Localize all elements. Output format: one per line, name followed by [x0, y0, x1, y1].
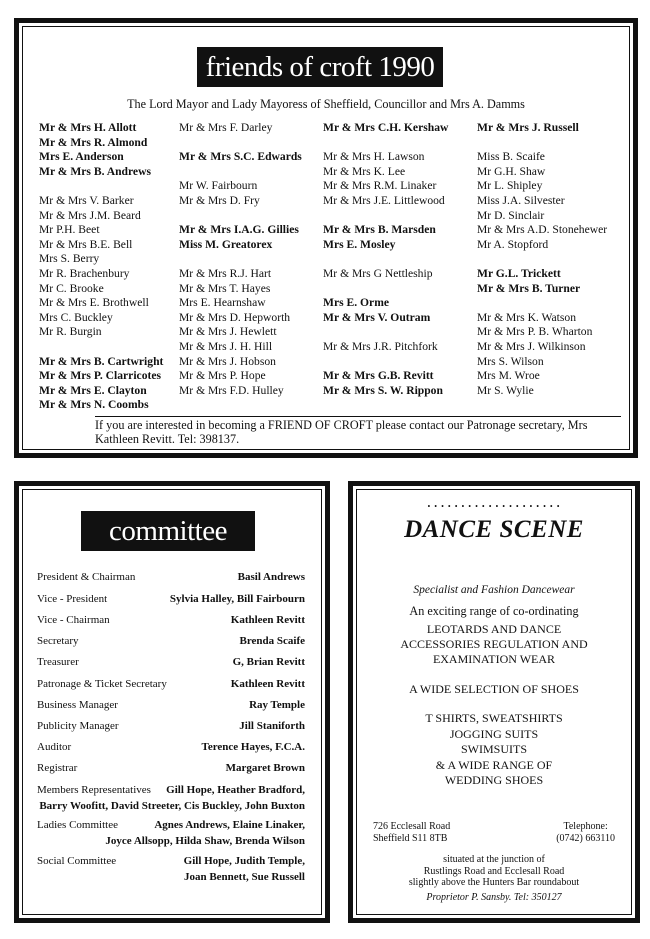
friend-name: Mrs C. Buckley	[39, 310, 113, 324]
leotards-line: EXAMINATION WEAR	[432, 652, 556, 666]
friend-name: Mr & Mrs B. Marsden	[323, 223, 436, 237]
friend-name: Mr & Mrs P. Clarricotes	[39, 369, 162, 383]
spacer	[179, 252, 302, 267]
friend-name: Mr & Mrs J. Hobson	[179, 354, 276, 368]
committee-member: Joyce Allsopp, Hilda Shaw, Brenda Wilson	[105, 834, 305, 847]
friend-name: Miss J.A. Silvester	[477, 193, 565, 207]
friend-name: Mrs E. Orme	[323, 296, 389, 310]
friend-name: Mrs S. Wilson	[477, 354, 544, 368]
friend-name: Mrs M. Wroe	[477, 369, 540, 383]
friend-name: Mr & Mrs B. Cartwright	[39, 354, 164, 368]
friend-name: Mr P.H. Beet	[39, 223, 100, 237]
friend-name: Mr L. Shipley	[477, 179, 543, 193]
dance-inner-border	[356, 489, 632, 915]
committee-role: Social Committee	[37, 855, 117, 867]
committee-member: Agnes Andrews, Elaine Linaker,	[154, 819, 305, 831]
spacer	[39, 340, 163, 355]
dance-shirts-block	[353, 711, 635, 789]
friend-name: Mrs S. Berry	[39, 252, 100, 266]
shirts-line: T SHIRTS, SWEATSHIRTS	[425, 711, 563, 725]
committee-member: Jill Staniforth	[239, 720, 305, 732]
committee-role: President & Chairman	[37, 571, 136, 583]
friend-name: Mr & Mrs P. B. Wharton	[477, 325, 593, 339]
committee-member: Sylvia Halley, Bill Fairbourn	[169, 593, 305, 605]
location-line: slightly above the Hunters Bar roundabout	[408, 877, 580, 888]
friend-name: Mr & Mrs B. Turner	[477, 281, 581, 295]
address-line: Sheffield S11 8TB	[373, 833, 448, 844]
telephone-label: Telephone:	[563, 821, 608, 832]
dance-location-note	[353, 854, 635, 889]
friend-name: Mr C. Brooke	[39, 281, 104, 295]
friend-name: Mr & Mrs K. Watson	[477, 310, 577, 324]
friend-name: Mr & Mrs P. Hope	[179, 369, 266, 383]
friend-name: Mr R. Brachenbury	[39, 266, 130, 280]
dance-telephone	[556, 821, 615, 845]
lord-mayor-line: The Lord Mayor and Lady Mayoress of Sheffield, Councillor and Mrs A. Damms	[127, 97, 525, 111]
committee-role: Vice - President	[37, 593, 108, 605]
friend-name: Mr & Mrs E. Brothwell	[39, 296, 149, 310]
leotards-line: LEOTARDS AND DANCE	[426, 622, 562, 636]
friend-name: Mr & Mrs N. Coombs	[39, 398, 149, 412]
committee-member: G, Brian Revitt	[232, 656, 305, 668]
friend-name: Mr & Mrs B. Andrews	[39, 164, 151, 178]
location-line: Rustlings Road and Ecclesall Road	[423, 865, 565, 877]
friend-name: Mr W. Fairbourn	[179, 179, 258, 193]
leotards-line: ACCESSORIES REGULATION AND	[400, 637, 588, 651]
friend-name: Mr & Mrs R.J. Hart	[179, 266, 272, 280]
friend-name: Mr & Mrs J. Wilkinson	[477, 339, 586, 353]
dance-scene-title: DANCE SCENE	[404, 516, 584, 543]
friend-name: Mr & Mrs H. Lawson	[323, 150, 425, 164]
committee-member: Kathleen Revitt	[230, 614, 305, 626]
friend-name: Mr & Mrs I.A.G. Gillies	[179, 223, 299, 237]
committee-member: Kathleen Revitt	[230, 678, 305, 690]
dance-exciting-line: An exciting range of co-ordinating	[409, 604, 579, 618]
committee-role: Vice - Chairman	[37, 614, 110, 626]
committee-member: Gill Hope, Judith Temple,	[183, 855, 305, 867]
friend-name: Mr & Mrs G Nettleship	[323, 266, 433, 280]
friend-name: Mr G.L. Trickett	[477, 266, 561, 280]
friend-name: Mr & Mrs J.E. Littlewood	[323, 193, 445, 207]
friends-column-1	[39, 121, 163, 413]
spacer	[323, 282, 448, 297]
dance-tagline: Specialist and Fashion Dancewear	[413, 584, 575, 596]
friends-divider	[95, 416, 621, 417]
friend-name: Mr A. Stopford	[477, 237, 549, 251]
spacer	[179, 136, 302, 151]
spacer	[323, 355, 448, 370]
friend-name: Mr G.H. Shaw	[477, 164, 546, 178]
friend-name: Mr & Mrs S. W. Rippon	[323, 383, 443, 397]
spacer	[323, 136, 448, 151]
friend-name: Mr D. Sinclair	[477, 208, 545, 222]
friends-title: friends of croft 1990	[197, 47, 443, 87]
committee-role: Business Manager	[37, 699, 118, 711]
friend-name: Mr & Mrs J. H. Hill	[179, 339, 273, 353]
committee-member: Gill Hope, Heather Bradford,	[166, 784, 305, 796]
committee-role: Members Representatives	[37, 784, 151, 796]
spacer	[477, 252, 607, 267]
spacer	[323, 209, 448, 224]
committee-member: Terence Hayes, F.C.A.	[201, 741, 305, 753]
shirts-line: JOGGING SUITS	[449, 726, 539, 741]
committee-role: Treasurer	[37, 656, 79, 668]
friend-name: Miss M. Greatorex	[179, 237, 273, 251]
friend-name: Mr & Mrs R.M. Linaker	[323, 179, 437, 193]
friend-name: Mr & Mrs R. Almond	[39, 135, 148, 149]
friend-name: Mr R. Burgin	[39, 325, 102, 339]
committee-member: Basil Andrews	[237, 571, 305, 583]
telephone-number: (0742) 663110	[556, 833, 615, 844]
friend-name: Mr & Mrs J. Russell	[477, 121, 579, 134]
spacer	[179, 209, 302, 224]
spacer	[477, 296, 607, 311]
friend-name: Mr S. Wylie	[477, 383, 534, 397]
friend-name: Mr & Mrs T. Hayes	[179, 281, 271, 295]
address-line: 726 Ecclesall Road	[373, 821, 451, 832]
friend-name: Mr & Mrs G.B. Revitt	[323, 369, 434, 383]
friends-column-4	[477, 121, 607, 398]
committee-role: Secretary	[37, 635, 79, 647]
committee-panel	[14, 481, 330, 923]
spacer	[39, 179, 163, 194]
shirts-line: WEDDING SHOES	[444, 773, 544, 787]
committee-member: Brenda Scaife	[239, 635, 305, 647]
committee-title: committee	[81, 511, 255, 551]
dance-address	[373, 821, 450, 845]
friends-column-2	[179, 121, 302, 398]
committee-member: Margaret Brown	[225, 762, 305, 774]
friends-of-croft-panel	[14, 18, 638, 458]
friend-name: Mr & Mrs V. Outram	[323, 310, 431, 324]
location-line: situated at the junction of	[443, 854, 545, 865]
committee-role: Auditor	[37, 741, 72, 753]
committee-role: Registrar	[37, 762, 78, 774]
shirts-line: & A WIDE RANGE OF	[435, 757, 553, 772]
friends-column-3	[323, 121, 448, 398]
friends-contact-text: If you are interested in becoming a FRIEND OF CROFT please contact our Patronage secretary, Mrs Kathleen Revitt. Tel: 398137.	[95, 418, 588, 446]
friend-name: Mr & Mrs E. Clayton	[39, 383, 147, 397]
friend-name: Mr & Mrs D. Hepworth	[179, 310, 291, 324]
friend-name: Mr & Mrs S.C. Edwards	[179, 150, 302, 164]
friend-name: Mr & Mrs H. Allott	[39, 121, 137, 134]
committee-member: Joan Bennett, Sue Russell	[183, 870, 305, 883]
shirts-line: SWIMSUITS	[460, 742, 527, 756]
friend-name: Mr & Mrs D. Fry	[179, 193, 260, 207]
committee-member: Ray Temple	[249, 699, 305, 711]
committee-member: Barry Woofitt, David Streeter, Cis Buckley, John Buxton	[39, 799, 305, 812]
friend-name: Mr & Mrs J. Hewlett	[179, 325, 277, 339]
friend-name: Mr & Mrs K. Lee	[323, 164, 406, 178]
spacer	[477, 136, 607, 151]
friend-name: Mr & Mrs F. Darley	[179, 121, 273, 134]
friend-name: Mrs E. Hearnshaw	[179, 296, 266, 310]
friend-name: Mr & Mrs J.M. Beard	[39, 208, 141, 222]
friend-name: Mr & Mrs J.R. Pitchfork	[323, 339, 438, 353]
committee-role: Patronage & Ticket Secretary	[37, 678, 167, 690]
dance-proprietor: Proprietor P. Sansby. Tel: 350127	[426, 892, 562, 903]
committee-role: Ladies Committee	[37, 819, 118, 831]
friend-name: Miss B. Scaife	[477, 150, 545, 164]
decorative-dots: • • • • • • • • • • • • • • • • • • • •	[427, 502, 561, 511]
friend-name: Mr & Mrs F.D. Hulley	[179, 383, 284, 397]
spacer	[323, 325, 448, 340]
friend-name: Mr & Mrs A.D. Stonehewer	[477, 223, 608, 237]
friend-name: Mrs E. Mosley	[323, 237, 396, 251]
friend-name: Mr & Mrs C.H. Kershaw	[323, 121, 449, 134]
spacer	[179, 165, 302, 180]
dance-scene-advert	[348, 481, 640, 923]
friend-name: Mr & Mrs B.E. Bell	[39, 237, 133, 251]
dance-leotards-block	[353, 622, 635, 667]
friend-name: Mr & Mrs V. Barker	[39, 193, 134, 207]
friend-name: Mrs E. Anderson	[39, 150, 124, 164]
committee-role: Publicity Manager	[37, 720, 119, 732]
spacer	[323, 252, 448, 267]
dance-shoes-line: A WIDE SELECTION OF SHOES	[409, 682, 579, 696]
